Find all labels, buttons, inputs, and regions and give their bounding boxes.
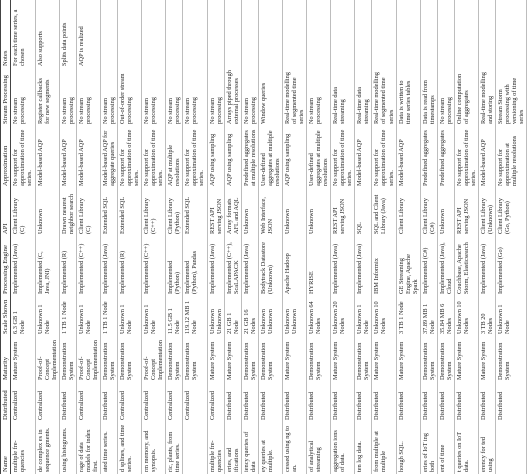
table-cell: erency for ted using <box>479 422 496 474</box>
table-cell: No support for approximation of time series. <box>142 126 166 188</box>
table-cell <box>479 0 496 68</box>
table-cell: Distributed <box>331 382 355 422</box>
table-cell: ey queries at multiple. <box>258 422 282 474</box>
table-cell: Distributed <box>59 382 76 422</box>
table-cell: User-defined aggregates at multiple resolutions <box>258 126 282 188</box>
table-cell: iency queries of data <box>241 422 258 474</box>
table-row <box>372 0 396 474</box>
table-row <box>396 0 420 474</box>
table-cell: Unknown Unknown <box>207 296 224 336</box>
table-cell <box>241 0 258 68</box>
table-cell: Predefined aggregates <box>437 126 454 188</box>
table-row <box>241 0 258 474</box>
table-row <box>59 0 76 474</box>
table-cell <box>331 0 355 68</box>
table-cell: Extended SQL <box>100 188 117 236</box>
table-cell: Array formats AFL and AQL <box>224 188 241 236</box>
table-cell: AQP is realized <box>76 0 100 68</box>
table-cell: Unknown Unknown <box>282 296 306 336</box>
table-cell: rm memory, and synopsis. <box>142 422 166 474</box>
table-cell: No stream processing <box>166 68 183 126</box>
table-cell: No support for approximation of time series. <box>11 126 35 188</box>
table-cell: Also supports <box>35 0 59 68</box>
table-cell: Real-time data streaming <box>355 68 372 126</box>
table-row <box>100 0 117 474</box>
table-cell: AQP using sampling <box>282 126 306 188</box>
table-cell <box>307 0 331 68</box>
table-cell: Model-based AQP <box>76 126 100 188</box>
table-cell: For each time series, a chosen <box>11 0 35 68</box>
table-cell: GE Streaming Engine, Apache Spark <box>396 236 420 296</box>
table-cell: Window queries <box>258 68 282 126</box>
table-cell: Client Library (Go, Python) <box>496 188 527 236</box>
table-cell: de complex es in sequence gments. <box>35 422 59 474</box>
table-cell: eries, and ifications <box>224 422 241 474</box>
table-cell: Mature System <box>331 336 355 382</box>
table-row <box>76 0 100 474</box>
table-row <box>496 0 527 474</box>
table-cell <box>496 422 527 474</box>
table-cell: ten log data. <box>355 422 372 474</box>
column-header: Approximation <box>1 126 11 188</box>
column-header: Processing Engine <box>1 236 11 296</box>
table-cell: Demonstration System <box>496 336 527 382</box>
table-cell: eries of IoT ing both <box>420 422 437 474</box>
table-cell: Unknown 20 Nodes <box>331 296 355 336</box>
table-cell <box>207 0 224 68</box>
table-cell: Implemented (Java) <box>331 236 355 296</box>
table-cell: Demonstration System <box>307 336 331 382</box>
table-cell: SQL <box>355 188 372 236</box>
table-cell <box>372 0 396 68</box>
table-cell: Mature System <box>282 336 306 382</box>
table-cell: REST API serving JSON <box>207 188 224 236</box>
table-cell: Distributed <box>372 382 396 422</box>
table-cell: Distributed <box>437 382 454 422</box>
table-cell <box>183 422 207 474</box>
table-cell: Implemented (Go) <box>496 236 527 296</box>
table-cell: ated time series. <box>100 422 117 474</box>
table-cell <box>117 0 141 68</box>
table-cell: Centralized <box>183 382 207 422</box>
table-cell: Centralized <box>117 382 141 422</box>
table-cell: Implemented (C#) <box>420 236 437 296</box>
table-cell: Model-based AQP <box>355 126 372 188</box>
table-cell: Unknown Unknown <box>258 296 282 336</box>
table-row <box>331 0 355 474</box>
table-row <box>207 0 224 474</box>
table-row <box>166 0 183 474</box>
table-cell: 6.3 GB 1 Node <box>11 296 35 336</box>
table-cell: Demonstration System <box>258 336 282 382</box>
table-cell: Distributed <box>396 382 420 422</box>
table-cell: Unknown <box>437 188 454 236</box>
table-cell: Predefined aggregates <box>420 126 437 188</box>
table-cell: Implemented (Python) <box>166 236 183 296</box>
table-cell: Implemented (C++) <box>76 236 100 296</box>
column-header: Notes <box>1 0 11 68</box>
table-cell: Distributed <box>241 382 258 422</box>
table-cell: No stream processing <box>59 68 76 126</box>
table-cell: Implemented (Java) <box>100 236 117 296</box>
table-cell: Implemented (Java) <box>479 236 496 296</box>
table-row <box>479 0 496 474</box>
table-cell: Demonstration System <box>117 336 141 382</box>
table-cell: Unknown 64 Nodes <box>307 296 331 336</box>
table-cell: Model-based AQP for aggregate queries <box>100 126 117 188</box>
table-cell: No support for approximation of time series. <box>372 126 396 188</box>
table-cell: No support for approximation at multiple resolutions <box>496 126 527 188</box>
table-cell: Unknown <box>282 188 306 236</box>
table-cell: Register callbacks for new segments <box>35 68 59 126</box>
table-cell: Real-time modelling of segmented time series <box>372 68 396 126</box>
table-cell: Real-time data streaming <box>331 68 355 126</box>
table-row <box>355 0 372 474</box>
table-cell: 1 TB 1 Node <box>59 296 76 336</box>
table-cell: Centralized <box>207 382 224 422</box>
table-cell: No stream processing <box>100 68 117 126</box>
table-cell: cessed using ng to an. <box>282 422 306 474</box>
table-cell: Distributed <box>479 382 496 422</box>
table-cell: Client Library (C) <box>76 188 100 236</box>
table-cell: AQP using sampling <box>224 126 241 188</box>
table-cell: Distributed <box>496 382 527 422</box>
table-cell: Implemented (Java) <box>355 236 372 296</box>
table-cell: Splits data points <box>59 0 76 68</box>
table-cell: REST API serving JSON <box>454 188 478 236</box>
table-cell: Predefined aggregates at multiple resolutions <box>241 126 258 188</box>
table-cell: No stream processing <box>241 68 258 126</box>
table-cell: Unknown 1 Node <box>35 296 59 336</box>
table-row <box>258 0 282 474</box>
table-cell: Centralized <box>76 382 100 422</box>
table-cell: No stream processing <box>207 68 224 126</box>
table-cell: Client Library (Python) <box>166 188 183 236</box>
table-cell: Unknown 1 Node <box>496 296 527 336</box>
table-cell: Centralized <box>166 382 183 422</box>
table-cell: Bodytrack Datastore (Unknown) <box>258 236 282 296</box>
table-cell: rage of data models for index first. <box>76 422 100 474</box>
table-cell <box>355 0 372 68</box>
table-cell: Arrays piped through external processes <box>224 68 241 126</box>
table-cell: Demonstration System <box>59 336 76 382</box>
table-cell: Implemented (Java) <box>11 236 35 296</box>
table-cell: 3 TB 1 Node <box>396 296 420 336</box>
table-row <box>282 0 306 474</box>
table-cell: Distributed <box>282 382 306 422</box>
table-cell: Stream Storm processing with versioning of time series <box>496 68 527 126</box>
table-cell: Demonstration System <box>420 336 437 382</box>
table-cell: Implemented (R) <box>117 236 141 296</box>
table-cell: Drawn nearest neighbor search <box>59 188 76 236</box>
table-cell: Mature System <box>372 336 396 382</box>
table-cell: No stream processing <box>307 68 331 126</box>
table-cell: Online computation of aggregates <box>454 68 478 126</box>
table-cell: Distributed <box>307 382 331 422</box>
table-cell: SQL and Client Library (Java) <box>372 188 396 236</box>
table-cell: Client Library <box>396 188 420 236</box>
table-row <box>35 0 59 474</box>
table-cell: Mature System <box>11 336 35 382</box>
table-cell: ent of time <box>437 422 454 474</box>
table-cell: Implemented (R) <box>59 236 76 296</box>
table-cell: t queries on IoT data. <box>454 422 478 474</box>
table-cell: Unknown 1 Node <box>355 296 372 336</box>
column-header: Distributed <box>1 382 11 422</box>
table-cell: No support for approximation of time series. <box>331 126 355 188</box>
table-cell: Data is written to time series tables <box>396 68 420 126</box>
table-cell: No stream processing <box>11 68 35 126</box>
table-cell: Distributed <box>100 382 117 422</box>
table-cell: Real-time modelling of segmented time series <box>282 68 306 126</box>
table-cell: Implemented (C, Java, JNI) <box>35 236 59 296</box>
table-cell: Extended SQL <box>117 188 141 236</box>
table-cell <box>454 0 478 68</box>
table-cell: Demonstration System <box>355 336 372 382</box>
table-cell <box>282 0 306 68</box>
table-cell <box>258 0 282 68</box>
table-cell: AQP using sampling <box>207 126 224 188</box>
table-cell: 119.12 MB 1 Node <box>183 296 207 336</box>
table-cell: Out-of-order stream processing <box>117 68 141 126</box>
table-cell: No stream processing <box>142 68 166 126</box>
table-cell: Couchbase, Apache Storm, Elasticsearch <box>454 236 478 296</box>
table-cell: Implemented (Java) <box>241 236 258 296</box>
table-cell: d splines, and time series. <box>117 422 141 474</box>
table-cell: Client Library (C) <box>11 188 35 236</box>
table-cell: Unknown 1 Node <box>117 296 141 336</box>
table-body <box>11 0 527 474</box>
table-cell <box>496 0 527 68</box>
table-cell: 11.5 GB 1 Node <box>166 296 183 336</box>
table-cell: No support for approximation of time series. <box>117 126 141 188</box>
table-cell: Unknown <box>35 188 59 236</box>
table-cell: Model-based AQP <box>35 126 59 188</box>
table-cell: using histograms. <box>59 422 76 474</box>
column-header: Scale Shown <box>1 296 11 336</box>
table-row <box>117 0 141 474</box>
table-row <box>142 0 166 474</box>
table-cell <box>396 0 420 68</box>
table-row <box>437 0 454 474</box>
table-cell: Mature System <box>207 336 224 382</box>
table-cell: 35.84 MB 6 Nodes <box>437 296 454 336</box>
table-cell: Distributed <box>454 382 478 422</box>
table-cell: from multiple at multiple <box>372 422 396 474</box>
table-cell: Implemented (C++), ScaLAPACK <box>224 236 241 296</box>
table-cell: Implemented (Python), Pandas <box>183 236 207 296</box>
table-cell <box>437 0 454 68</box>
table-cell: Client Library (C++) <box>142 188 166 236</box>
table-cell <box>142 0 166 68</box>
table-cell: Implemented (Java), Cloud <box>437 236 454 296</box>
table-cell: Proof-of-Concept Implementation <box>35 336 59 382</box>
table-cell: Model-based AQP <box>59 126 76 188</box>
table-cell: Mature System <box>224 336 241 382</box>
table-cell: No support for approximation of time series. <box>183 126 207 188</box>
table-cell: Distributed <box>355 382 372 422</box>
table-cell <box>224 0 241 68</box>
table-cell: AQP at multiple resolutions <box>166 126 183 188</box>
table-cell: HYRISE <box>307 236 331 296</box>
table-row <box>307 0 331 474</box>
table-cell: Apache Hadoop <box>282 236 306 296</box>
table-row <box>420 0 437 474</box>
table-cell: Demonstration System <box>100 336 117 382</box>
table-cell: User-defined aggregates at multiple resolutions <box>307 126 331 188</box>
table-cell: Distributed <box>420 382 437 422</box>
table-cell: Model-based AQP <box>479 126 496 188</box>
table-cell: Demonstration System <box>437 336 454 382</box>
table-cell: Extended SQL <box>183 188 207 236</box>
table-cell: 3 TB 20 Nodes <box>479 296 496 336</box>
table-cell: Demonstration System <box>166 336 183 382</box>
table-cell: Proof-of-Concept Implementation <box>76 336 100 382</box>
table-cell: Demonstration System <box>241 336 258 382</box>
table-cell: REST API serving JSON <box>331 188 355 236</box>
table-row <box>224 0 241 474</box>
table-cell: Implemented (C++) <box>142 236 166 296</box>
table-cell: Mature System <box>479 336 496 382</box>
column-header: Name <box>1 422 11 474</box>
table-cell: Unknown 10 Nodes <box>454 296 478 336</box>
table-cell: of analytical streaming <box>307 422 331 474</box>
table-cell: Implemented (Java) <box>207 236 224 296</box>
table-cell: aggregation ions of data. <box>331 422 355 474</box>
table-cell: Unknown <box>241 188 258 236</box>
table-cell: Client Library (Unknown) <box>479 188 496 236</box>
column-header: Stream Processing <box>1 68 11 126</box>
table-cell: 1 TB 1 Node <box>100 296 117 336</box>
table-cell: 21 GB 1 Node <box>224 296 241 336</box>
table-cell: Real-time modelling and storing <box>479 68 496 126</box>
table-cell: Mature System <box>396 336 420 382</box>
table-cell: Demonstration System <box>183 336 207 382</box>
table-row <box>454 0 478 474</box>
column-header: Maturity <box>1 336 11 382</box>
table-cell: Centralized <box>35 382 59 422</box>
table-cell: Model-based AQP <box>396 126 420 188</box>
table-cell: Distributed <box>224 382 241 422</box>
table-cell: 37.89 MB 1 Node <box>420 296 437 336</box>
table-cell: No support for approximation of time series. <box>454 126 478 188</box>
table-cell: multiple fre-quencies <box>207 422 224 474</box>
table-cell: IBM Informix <box>372 236 396 296</box>
table-row <box>11 0 35 474</box>
table-cell <box>100 0 117 68</box>
table-cell <box>166 0 183 68</box>
table-cell: Client Library (C#) <box>420 188 437 236</box>
table-cell: Unknown 10 Nodes <box>372 296 396 336</box>
table-cell: Unknown <box>307 188 331 236</box>
table-cell <box>183 0 207 68</box>
table-cell: Data is read from timestamps <box>420 68 437 126</box>
table-cell: Unknown 1 Node <box>76 296 100 336</box>
table-cell: multiple fre-quencies <box>11 422 35 474</box>
table-header-row <box>1 0 11 474</box>
table-cell: hough SQL. <box>396 422 420 474</box>
table-cell <box>420 0 437 68</box>
table-row <box>183 0 207 474</box>
table-cell: 21 GB 16 Nodes <box>241 296 258 336</box>
table-cell: No stream processing <box>183 68 207 126</box>
table-cell: Proof-of-Concept Implementation <box>142 336 166 382</box>
table-cell: Mature System <box>454 336 478 382</box>
table-cell: Unknown 1 Node <box>142 296 166 336</box>
table-cell: No stream processing <box>76 68 100 126</box>
table-cell: Web Interface, JSON <box>258 188 282 236</box>
table-cell: Centralized <box>11 382 35 422</box>
table-cell: Distributed <box>258 382 282 422</box>
column-header: API <box>1 188 11 236</box>
table-cell: ric, plants, from time series. <box>166 422 183 474</box>
table-cell: Centralized <box>142 382 166 422</box>
table-cell: No stream processing <box>437 68 454 126</box>
